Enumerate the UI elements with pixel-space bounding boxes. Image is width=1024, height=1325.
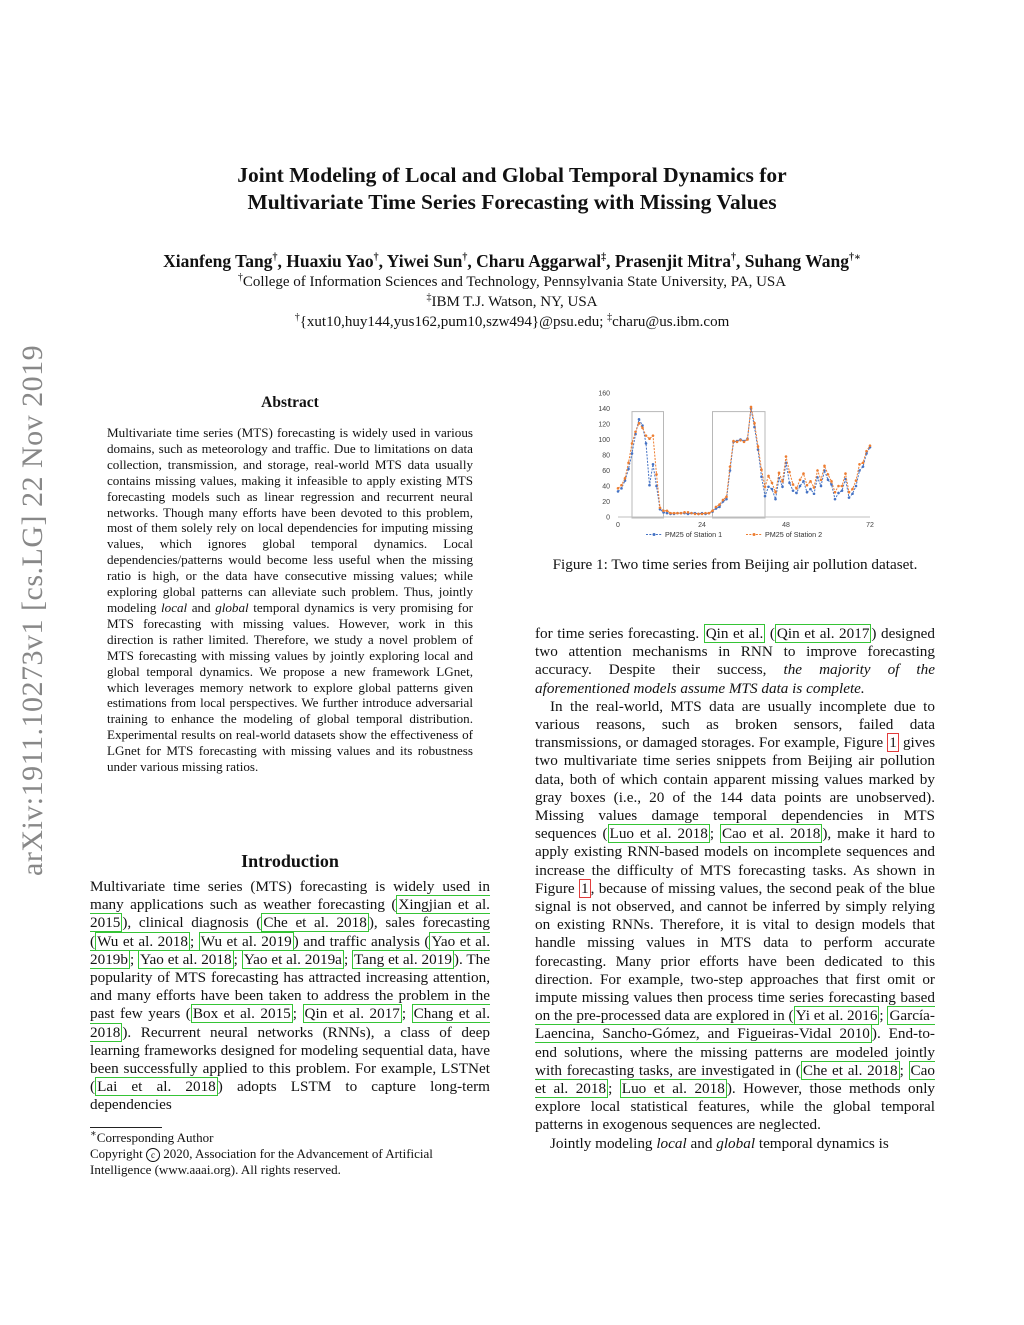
data-point bbox=[788, 471, 791, 474]
time-series-chart bbox=[598, 385, 888, 545]
data-point bbox=[816, 469, 819, 472]
citation-link[interactable]: Qin et al. bbox=[705, 625, 764, 642]
data-point bbox=[760, 475, 763, 478]
author: Yiwei Sun†, bbox=[386, 251, 477, 271]
missing-value-box bbox=[713, 412, 766, 518]
data-point bbox=[764, 495, 767, 498]
data-point bbox=[617, 487, 620, 490]
data-point bbox=[855, 479, 858, 482]
data-point bbox=[802, 472, 805, 475]
paper-title bbox=[90, 162, 934, 216]
citation-link[interactable]: Luo et al. 2018 bbox=[621, 1080, 725, 1098]
data-point bbox=[631, 442, 634, 445]
data-point bbox=[739, 439, 742, 442]
data-point bbox=[788, 482, 791, 485]
data-point bbox=[774, 498, 777, 501]
citation-link[interactable]: Cao et al. 2018 bbox=[535, 1061, 935, 1098]
citation-link[interactable]: Chang et al. 2018 bbox=[90, 1005, 490, 1041]
data-point bbox=[851, 492, 854, 495]
data-point bbox=[722, 499, 725, 502]
data-point bbox=[627, 461, 630, 464]
data-point bbox=[813, 486, 816, 489]
data-point bbox=[645, 442, 648, 445]
data-point bbox=[813, 492, 816, 495]
data-point bbox=[809, 488, 812, 491]
corresponding-author-note: ∗Corresponding Author bbox=[90, 1128, 214, 1145]
x-tick-label: 72 bbox=[866, 522, 874, 529]
data-point bbox=[676, 512, 679, 515]
data-point bbox=[680, 512, 683, 515]
y-tick-label: 60 bbox=[602, 468, 610, 475]
data-point bbox=[764, 485, 767, 488]
data-point bbox=[767, 475, 770, 478]
data-point bbox=[666, 512, 669, 515]
y-tick-label: 0 bbox=[606, 514, 610, 522]
data-point bbox=[683, 511, 686, 514]
citation-link[interactable]: Che et al. 2018 bbox=[802, 1061, 898, 1079]
data-point bbox=[652, 463, 655, 466]
citation-link[interactable]: Qin et al. 2017 bbox=[776, 625, 870, 642]
data-point bbox=[781, 480, 784, 483]
data-point bbox=[792, 483, 795, 486]
affiliation-psu: †College of Information Sciences and Technology, Pennsylvania State University, PA, USA bbox=[237, 272, 787, 290]
x-tick-label: 24 bbox=[698, 522, 706, 529]
data-point bbox=[820, 479, 823, 482]
author: Huaxiu Yao†, bbox=[286, 251, 387, 271]
data-point bbox=[760, 468, 763, 471]
y-tick-label: 120 bbox=[598, 421, 610, 429]
author-emails: †{xut10,huy144,yus162,pum10,szw494}@psu.edu; ‡charu@us.ibm.com bbox=[294, 312, 730, 330]
y-tick-label: 140 bbox=[598, 406, 610, 413]
data-point bbox=[687, 511, 690, 514]
footnote-divider bbox=[90, 1127, 162, 1128]
data-point bbox=[648, 484, 651, 487]
data-point bbox=[729, 465, 732, 468]
data-point bbox=[858, 463, 861, 466]
introduction-text: Multivariate time series (MTS) forecasting is widely used in many applications such as weather forecasting ( Xingjian et al. 2015 ), clinical diagnosis ( Che et al. 2018 ), sales forecasting ( Wu et al. 2018 ; Wu et al. 2019 ) and traffic analysis ( Yao et al. 2019b ; Yao et al. 2018 ; Yao et al. 2019a ; Tang et al. 2019 ). The popularity of MTS forecasting has attracted increasing attention, and many efforts have been taken to address the problem in the past few years ( Box et al. 2015 ; Qin et al. 2017 ; Chang et al. 2018 ). Recurrent neural networks (RNNs), a class of deep learning frameworks designed for modeling sequential data, have been successfully applied to this problem. For example, LSTNet ( Lai et al. 2018 ) adopts LSTM to capture long-term dependencies bbox=[90, 878, 490, 1114]
citation-link[interactable]: Yao et al. 2019b bbox=[90, 932, 490, 968]
data-point bbox=[627, 468, 630, 471]
author: Charu Aggarwal‡, bbox=[476, 251, 615, 271]
citation-link[interactable]: Wu et al. 2018 bbox=[97, 932, 188, 950]
citation-link[interactable]: Cao et al. 2018 bbox=[722, 825, 821, 843]
data-point bbox=[806, 484, 809, 487]
figure-1 bbox=[598, 385, 888, 545]
data-point bbox=[620, 487, 623, 490]
data-point bbox=[715, 506, 718, 509]
data-point bbox=[781, 485, 784, 488]
arxiv-identifier: arXiv:1911.10273v1 [cs.LG] 22 Nov 2019 bbox=[16, 345, 49, 877]
data-point bbox=[669, 512, 672, 515]
data-point bbox=[837, 492, 840, 495]
data-point bbox=[736, 441, 739, 444]
data-point bbox=[718, 503, 721, 506]
data-point bbox=[753, 422, 756, 425]
data-point bbox=[778, 472, 781, 475]
data-point bbox=[638, 418, 641, 421]
data-point bbox=[851, 488, 854, 491]
data-point bbox=[855, 485, 858, 488]
data-point bbox=[673, 512, 676, 515]
data-point bbox=[806, 491, 809, 494]
author: Xianfeng Tang†, bbox=[163, 251, 287, 271]
data-point bbox=[631, 452, 634, 455]
citation-link[interactable]: Xingjian et al. 2015 bbox=[90, 896, 490, 932]
data-point bbox=[848, 496, 851, 499]
introduction-heading: Introduction bbox=[241, 851, 339, 871]
data-point bbox=[659, 506, 662, 509]
data-point bbox=[834, 491, 837, 494]
data-point bbox=[795, 487, 798, 490]
data-point bbox=[771, 482, 774, 485]
citation-link[interactable]: García-Laencina, Sancho-Gómez, and Figueiras-Vidal 2010 bbox=[535, 1007, 935, 1043]
citation-link[interactable]: Yao et al. 2018 bbox=[140, 950, 232, 968]
legend-marker bbox=[753, 533, 756, 536]
data-point bbox=[750, 406, 753, 409]
citation-link[interactable]: Lai et al. 2018 bbox=[97, 1078, 216, 1096]
data-point bbox=[844, 472, 847, 475]
author: Prasenjit Mitra†, bbox=[614, 251, 745, 271]
data-point bbox=[711, 510, 714, 513]
data-point bbox=[708, 512, 711, 515]
legend-entry: PM25 of Station 2 bbox=[765, 530, 823, 539]
abstract-heading: Abstract bbox=[261, 394, 319, 411]
data-point bbox=[830, 480, 833, 483]
data-point bbox=[641, 427, 644, 430]
abstract-text: Multivariate time series (MTS) forecasting is widely used in various domains, such as meteorology and traffic. Due to limitations on data collection, transmission, and storage, real-world MTS data usually contains missing values, making it infeasible to apply existing MTS forecasting models such as linear regression and recurrent neural networks. Though many efforts have been devoted to this problem, most of them solely rely on local dependencies for imputing missing values, which ignores global temporal dynamics. Local dependencies/patterns would become less useful when the missing ratio is high, or the data have consecutive missing values; while exploring global patterns can alleviate such problem. Thus, jointly modeling local and global temporal dynamics is very promising for MTS forecasting with missing values. However, work in this direction is rather limited. Therefore, we study a novel problem of MTS forecasting with missing values by jointly exploring local and global temporal dynamics. We propose a new framework LGnet, which leverages memory network to explore global patterns given estimations from local perspectives. We further introduce adversarial training to enhance the modeling of global temporal distribution. Experimental results on real-world datasets show the effectiveness of LGnet for MTS forecasting with missing values and its robustness under various missing ratios. bbox=[107, 425, 474, 775]
citation-link[interactable]: Qin et al. 2017 bbox=[304, 1005, 400, 1023]
data-point bbox=[617, 490, 620, 493]
data-point bbox=[704, 512, 707, 515]
figure-reference-link[interactable]: 1 bbox=[889, 734, 897, 752]
data-point bbox=[848, 491, 851, 494]
citation-link[interactable]: Luo et al. 2018 bbox=[609, 825, 708, 843]
data-point bbox=[718, 506, 721, 509]
affiliation-ibm: ‡IBM T.J. Watson, NY, USA bbox=[426, 292, 598, 310]
data-point bbox=[834, 498, 837, 501]
data-point bbox=[666, 510, 669, 513]
series-line-2 bbox=[618, 407, 870, 514]
data-point bbox=[655, 473, 658, 476]
y-tick-label: 20 bbox=[602, 499, 610, 506]
data-point bbox=[841, 485, 844, 488]
x-tick-label: 0 bbox=[616, 522, 620, 529]
data-point bbox=[746, 438, 749, 441]
data-point bbox=[837, 485, 840, 488]
data-point bbox=[820, 485, 823, 488]
data-point bbox=[620, 484, 623, 487]
figure-reference-link[interactable]: 1 bbox=[580, 879, 589, 897]
citation-link[interactable]: Wu et al. 2019 bbox=[200, 932, 292, 950]
data-point bbox=[862, 461, 865, 464]
data-point bbox=[767, 485, 770, 488]
data-point bbox=[792, 489, 795, 492]
figure-caption: Figure 1: Two time series from Beijing air pollution dataset. bbox=[552, 556, 918, 573]
data-point bbox=[694, 513, 697, 516]
y-tick-label: 80 bbox=[602, 452, 610, 460]
legend-marker bbox=[653, 533, 656, 536]
data-point bbox=[865, 450, 868, 453]
title-line-1: Joint Modeling of Local and Global Temporal Dynamics for bbox=[237, 163, 787, 187]
data-point bbox=[802, 480, 805, 483]
citation-link[interactable]: Tang et al. 2019 bbox=[354, 950, 452, 968]
data-point bbox=[725, 496, 728, 499]
data-point bbox=[771, 488, 774, 491]
citation-link[interactable]: Yao et al. 2019a bbox=[243, 950, 342, 968]
data-point bbox=[785, 455, 788, 458]
data-point bbox=[645, 434, 648, 437]
data-point bbox=[634, 430, 637, 433]
citation-link[interactable]: Box et al. 2015 bbox=[192, 1005, 291, 1023]
data-point bbox=[652, 434, 655, 437]
y-tick-label: 40 bbox=[602, 483, 610, 491]
data-point bbox=[862, 465, 865, 468]
data-point bbox=[690, 512, 693, 515]
data-point bbox=[827, 473, 830, 476]
data-point bbox=[869, 444, 872, 447]
data-point bbox=[662, 510, 665, 513]
y-tick-label: 100 bbox=[598, 437, 610, 444]
right-column-text: for time series forecasting. Qin et al. ( Qin et al. 2017 ) designed two attention mechanisms in RNN to improve forecasting accuracy. Despite their success, the majority of the aforementioned models assume MTS data is complete. In the real-world, MTS data are usually incomplete due to various reasons, such as broken sensors, failed data transmissions, or damaged storages. For example, Figure 1 gives two multivariate time series snippets from Beijing air pollution data, both of which contain apparent missing values marked by gray boxes (i.e., 20 of the 144 data points are unobserved). Missing values damage temporal dependencies in MTS sequences ( Luo et al. 2018 ; Cao et al. 2018 ), make it hard to apply existing RNN-based models on incomplete sequences and increase the difficulty of MTS forecasting tasks. As shown in Figure 1 , because of missing values, the second peak of the blue signal is not observed, and cannot be inferred by simply relying on existing RNNs. Therefore, it is vital to design models that handle missing values in MTS data to perform accurate forecasting. Many prior efforts have been dedicated to this direction. For example, two-step approaches that first omit or impute missing values then process time series forecasting based on the pre-processed data are explored in ( Yi et al. 2016 ; García-Laencina, Sancho-Gómez, and Figueiras-Vidal 2010 ). End-to-end solutions, where the missing patterns are modeled jointly with forecasting tasks, are investigated in ( Che et al. 2018 ; Cao et al. 2018 ; Luo et al. 2018 ). However, those methods only explore local statistical features, while the global temporal patterns in exogenous sequences are neglected. Jointly modeling local and global temporal dynamics is bbox=[535, 625, 936, 1152]
data-point bbox=[648, 437, 651, 440]
data-point bbox=[795, 492, 798, 495]
legend-entry: PM25 of Station 1 bbox=[665, 530, 723, 539]
data-point bbox=[799, 479, 802, 482]
data-point bbox=[732, 440, 735, 443]
citation-link[interactable]: Che et al. 2018 bbox=[263, 914, 367, 932]
data-point bbox=[743, 441, 746, 444]
data-point bbox=[774, 491, 777, 494]
citation-link[interactable]: Yi et al. 2016 bbox=[795, 1007, 878, 1025]
author-list bbox=[90, 250, 934, 272]
data-point bbox=[823, 465, 826, 468]
data-point bbox=[799, 485, 802, 488]
data-point bbox=[841, 489, 844, 492]
data-point bbox=[827, 479, 830, 482]
footnote bbox=[90, 1130, 490, 1178]
copyright-note: Copyright c 2020, Association for the Advancement of Artificial Intelligence (www.aaai.org). All rights reserved. bbox=[90, 1146, 433, 1177]
y-tick-label: 160 bbox=[598, 390, 610, 398]
data-point bbox=[624, 477, 627, 480]
data-point bbox=[697, 513, 700, 516]
data-point bbox=[638, 422, 641, 425]
author: Suhang Wang†∗ bbox=[744, 251, 861, 271]
title-line-2: Multivariate Time Series Forecasting with Missing Values bbox=[247, 190, 777, 214]
x-tick-label: 48 bbox=[782, 522, 790, 529]
data-point bbox=[701, 513, 704, 516]
data-point bbox=[809, 480, 812, 483]
copyright-symbol: c bbox=[146, 1148, 160, 1162]
data-point bbox=[757, 445, 760, 448]
